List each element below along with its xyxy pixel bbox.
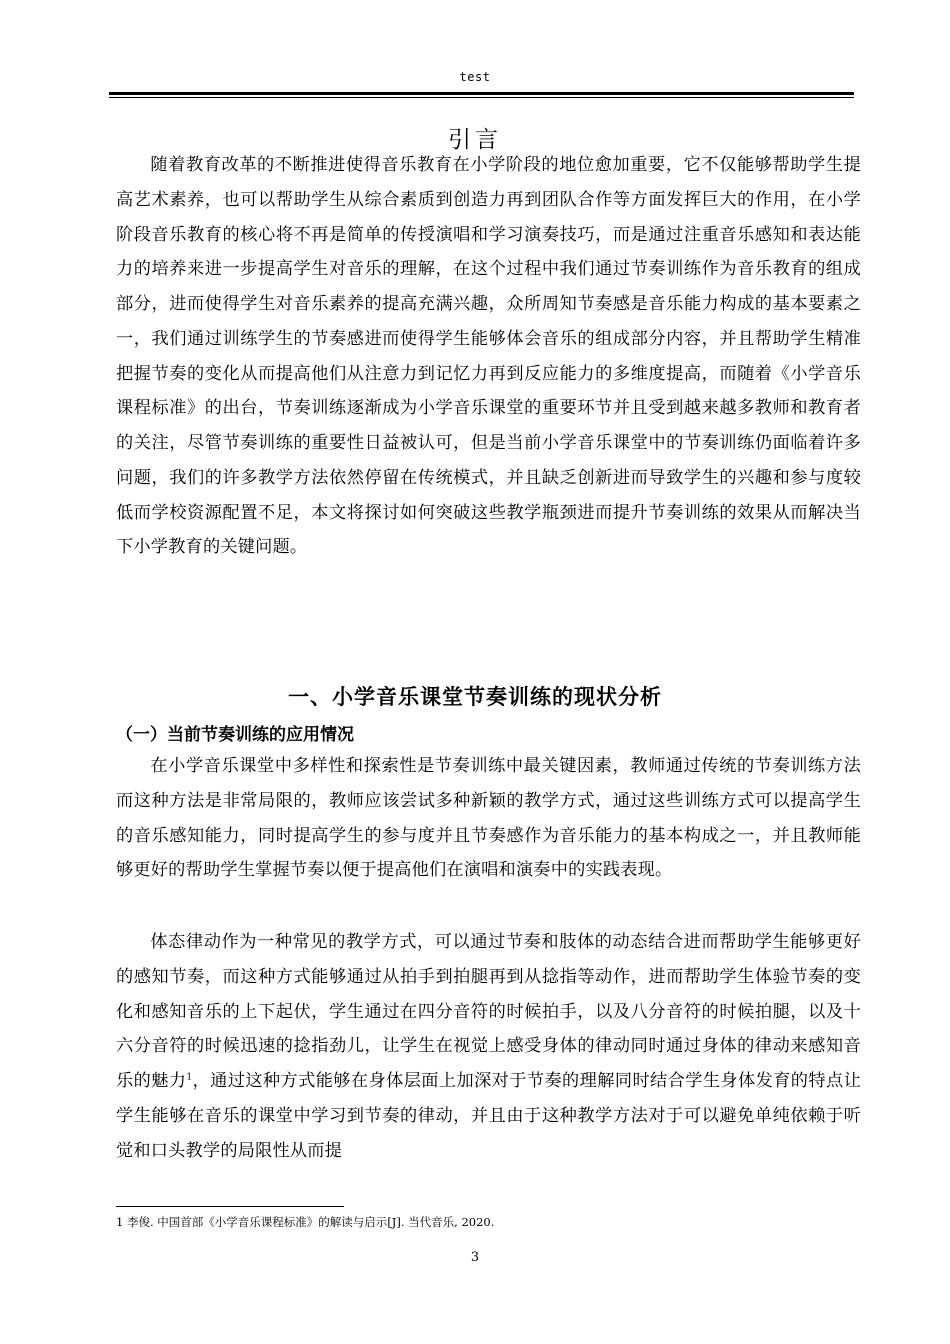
running-header: test bbox=[459, 70, 491, 84]
paragraph-2-text-a: 体态律动作为一种常见的教学方式，可以通过节奏和肢体的动态结合进而帮助学生能够更好的感知节奏，而这种方式能够通过从拍手到拍腿再到从捻指等动作，进而帮助学生体验节奏的变化和感知音乐的上下起伏，学生通过在四分音符的时候拍手，以及八分音符的时候拍腿，以及十六分音符的时候迅速的捻指劲儿，让学生在视觉上感受身体的律动同时通过身体的律动来感知音乐的魅力 bbox=[116, 932, 861, 1091]
footnote: 1 李俊. 中国首部《小学音乐课程标准》的解读与启示[J]. 当代音乐, 2020. bbox=[116, 1215, 495, 1229]
body-paragraph-2 bbox=[116, 925, 861, 1168]
footnote-reference: 1 bbox=[186, 1072, 193, 1083]
intro-paragraph: 随着教育改革的不断推进使得音乐教育在小学阶段的地位愈加重要，它不仅能够帮助学生提高艺术素养，也可以帮助学生从综合素质到创造力再到团队合作等方面发挥巨大的作用，在小学阶段音乐教育的核心将不再是简单的传授演唱和学习演奏技巧，而是通过注重音乐感知和表达能力的培养来进一步提高学生对音乐的理解，在这个过程中我们通过节奏训练作为音乐教育的组成部分，进而使得学生对音乐素养的提高充满兴趣，众所周知节奏感是音乐能力构成的基本要素之一，我们通过训练学生的节奏感进而使得学生能够体会音乐的组成部分内容，并且帮助学生精准把握节奏的变化从而提高他们从注意力到记忆力再到反应能力的多维度提高，而随着《小学音乐课程标准》的出台，节奏训练逐渐成为小学音乐课堂的重要环节并且受到越来越多教师和教育者的关注，尽管节奏训练的重要性日益被认可，但是当前小学音乐课堂中的节奏训练仍面临着许多问题，我们的许多教学方法依然停留在传统模式，并且缺乏创新进而导致学生的兴趣和参与度较低而学校资源配置不足，本文将探讨如何突破这些教学瓶颈进而提升节奏训练的效果从而解决当下小学教育的关键问题。 bbox=[116, 155, 861, 558]
header-rule-thin bbox=[109, 97, 854, 98]
section-heading: 一、小学音乐课堂节奏训练的现状分析 bbox=[288, 685, 662, 709]
body-paragraph-1: 在小学音乐课堂中多样性和探索性是节奏训练中最关键因素，教师通过传统的节奏训练方法而这种方法是非常局限的，教师应该尝试多种新颖的教学方式，通过这些训练方式可以提高学生的音乐感知能力，同时提高学生的参与度并且节奏感作为音乐能力的基本构成之一，并且教师能够更好的帮助学生掌握节奏以便于提高他们在演唱和演奏中的实践表现。 bbox=[116, 756, 861, 881]
subsection-heading: （一）当前节奏训练的应用情况 bbox=[116, 725, 354, 745]
page-title: 引言 bbox=[448, 127, 502, 153]
footnote-separator bbox=[116, 1206, 344, 1207]
header-rule-thick bbox=[109, 92, 854, 95]
page-number: 3 bbox=[470, 1250, 480, 1265]
paragraph-2-text-b: ，通过这种方式能够在身体层面上加深对于节奏的理解同时结合学生身体发育的特点让学生能够在音乐的课堂中学习到节奏的律动，并且由于这种教学方法对于可以避免单纯依赖于听觉和口头教学的局限性从而提 bbox=[116, 1071, 861, 1161]
